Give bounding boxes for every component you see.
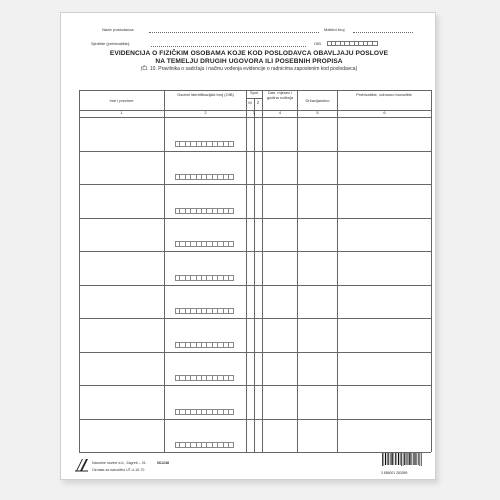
col-head-sex-f: Ž	[256, 100, 260, 105]
oib-cell-boxes[interactable]	[175, 241, 234, 247]
seat-label: Sjedište (prebivalište):	[91, 41, 131, 46]
employer-field[interactable]	[149, 32, 319, 33]
col-num-1: 1	[120, 110, 123, 115]
oib-cell-boxes[interactable]	[175, 141, 234, 147]
oib-cell-boxes[interactable]	[175, 208, 234, 214]
reg-number-label: Matični broj	[324, 27, 345, 32]
records-table	[79, 90, 431, 452]
col-head-sex-m: M	[248, 100, 252, 105]
table-row-divider	[79, 151, 431, 152]
table-row-divider	[79, 419, 431, 420]
col-num-3: 3	[252, 110, 256, 115]
publisher-logo-icon	[75, 458, 89, 472]
employer-label: Naziv poslodavca:	[102, 27, 135, 32]
table-row-divider	[79, 184, 431, 185]
col-head-oib: Osobni identifikacijski broj (OIB)	[177, 92, 234, 97]
table-row-divider	[79, 218, 431, 219]
table-row-divider	[79, 251, 431, 252]
col-num-2: 2	[204, 110, 207, 115]
oib-cell-boxes[interactable]	[175, 442, 234, 448]
table-row-divider	[79, 352, 431, 353]
col-head-name: Ime i prezime	[109, 98, 134, 103]
table-row-divider	[79, 452, 431, 453]
oib-cell-boxes[interactable]	[175, 308, 234, 314]
oib-label: OIB	[314, 41, 321, 46]
col-num-6: 6	[383, 110, 386, 115]
oib-cell-boxes[interactable]	[175, 275, 234, 281]
oib-cell-boxes[interactable]	[175, 174, 234, 180]
oib-cell-boxes[interactable]	[175, 342, 234, 348]
oib-cell-boxes[interactable]	[175, 375, 234, 381]
title-line-1: EVIDENCIJA O FIZIČKIM OSOBAMA KOJE KOD POSLODAVCA OBAVLJAJU POSLOVE	[109, 50, 389, 57]
col-head-citizenship: Državljanstvo	[305, 98, 330, 103]
footer-publisher: Narodne novine d.d., Zagreb – 01.	[92, 461, 147, 465]
col-head-residence: Prebivalište, odnosno boravište	[356, 92, 412, 97]
table-row-divider	[79, 285, 431, 286]
footer-code: 061248	[157, 461, 169, 465]
col-head-dob: Dan, mjesec i godina rođenja	[266, 90, 294, 100]
oib-boxes[interactable]	[327, 41, 378, 46]
table-row-divider	[79, 385, 431, 386]
oib-cell-boxes[interactable]	[175, 409, 234, 415]
barcode-icon	[381, 453, 423, 471]
footer-form-code: Oznaka za narudžbu UT-4-10-70	[92, 468, 145, 472]
col-num-5: 5	[316, 110, 319, 115]
title-line-2: NA TEMELJU DRUGIH UGOVORA ILI POSEBNIH PROPISA	[155, 58, 343, 65]
col-num-4: 4	[278, 110, 282, 115]
seat-field[interactable]	[151, 46, 306, 47]
table-row-divider	[79, 318, 431, 319]
col-head-sex: Spol	[249, 90, 258, 95]
barcode-number: 3 856001 283089	[381, 471, 408, 475]
subtitle: (Čl. 10. Pravilnika o sadržaju i načinu vođenja evidencije o radnicima zaposlenim kod poslodavca)	[140, 66, 358, 72]
form-page	[60, 12, 436, 480]
reg-number-field[interactable]	[353, 32, 413, 33]
